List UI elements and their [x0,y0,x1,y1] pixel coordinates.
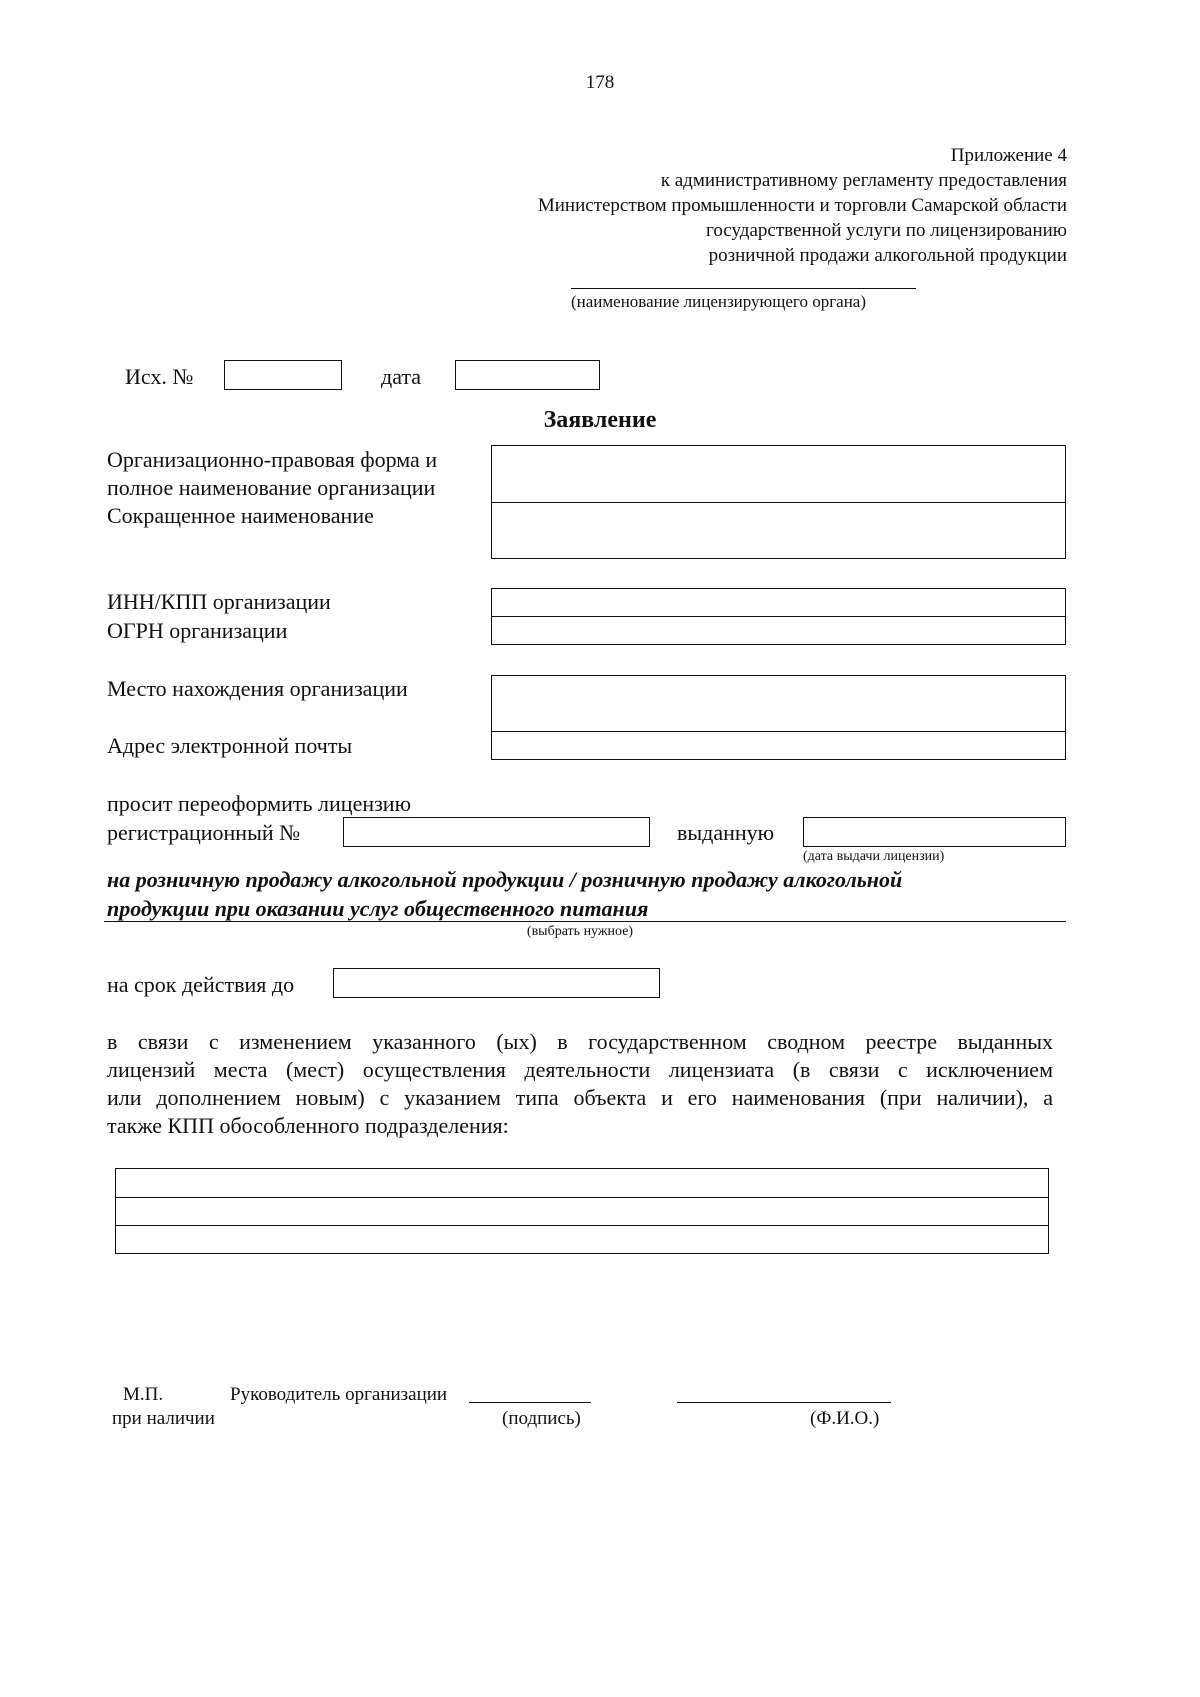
issued-label: выданную [677,820,775,845]
org-full-name-field[interactable] [491,445,1066,503]
reg-number-label: регистрационный № [107,820,301,845]
inn-kpp-label: ИНН/КПП организации [107,589,331,614]
term-field[interactable] [333,968,660,998]
place-row-2[interactable] [115,1197,1049,1226]
place-row-3[interactable] [115,1225,1049,1254]
email-field[interactable] [491,731,1066,760]
reg-number-field[interactable] [343,817,650,847]
location-field[interactable] [491,675,1066,732]
outgoing-number-label: Исх. № [125,364,194,389]
license-type-underline [104,921,1066,922]
appendix-line-1: Приложение 4 [950,145,1067,166]
head-label: Руководитель организации [230,1384,448,1405]
seal-note: при наличии [112,1408,215,1429]
appendix-line-3: Министерством промышленности и торговли Самарской области [537,195,1067,216]
location-label: Место нахождения организации [107,676,408,701]
appendix-line-2: к административному регламенту предоставления [660,170,1067,191]
page-number: 178 [585,72,615,93]
inn-kpp-field[interactable] [491,588,1066,617]
authority-caption: (наименование лицензирующего органа) [571,292,867,311]
email-label: Адрес электронной почты [107,733,353,758]
org-form-label-2: полное наименование организации [107,475,436,500]
signature-line [469,1402,591,1403]
issued-date-caption: (дата выдачи лицензии) [803,849,945,864]
reason-line-4: также КПП обособленного подразделения: [107,1113,509,1138]
org-short-name-label: Сокращенное наименование [107,503,374,528]
signature-caption: (подпись) [502,1408,581,1429]
license-type-line-2: продукции при оказании услуг общественного питания [107,896,649,921]
issued-date-field[interactable] [803,817,1066,847]
license-type-line-1: на розничную продажу алкогольной продукции / розничную продажу алкогольной [107,867,903,892]
ogrn-field[interactable] [491,616,1066,645]
reason-line-3: или дополнением новым) с указанием типа объекта и его наименования (при наличии), а [107,1085,1053,1110]
ogrn-label: ОГРН организации [107,618,288,643]
license-type-caption: (выбрать нужное) [526,924,634,939]
outgoing-date-label: дата [381,364,422,389]
reason-line-2: лицензий места (мест) осуществления деятельности лицензиата (в связи с исключением [107,1057,1053,1082]
fio-caption: (Ф.И.О.) [810,1408,880,1429]
outgoing-number-field[interactable] [224,360,342,390]
appendix-line-4: государственной услуги по лицензированию [706,220,1067,241]
document-title: Заявление [543,407,657,433]
seal-label: М.П. [123,1384,164,1405]
org-form-label-1: Организационно-правовая форма и [107,447,438,472]
org-short-name-field[interactable] [491,502,1066,559]
authority-line [571,288,916,289]
request-line-1: просит переоформить лицензию [107,791,412,816]
reason-line-1: в связи с изменением указанного (ых) в государственном сводном реестре выданных [107,1029,1053,1054]
place-row-1[interactable] [115,1168,1049,1198]
term-label: на срок действия до [107,972,295,997]
appendix-line-5: розничной продажи алкогольной продукции [708,245,1067,266]
outgoing-date-field[interactable] [455,360,600,390]
fio-line [677,1402,891,1403]
